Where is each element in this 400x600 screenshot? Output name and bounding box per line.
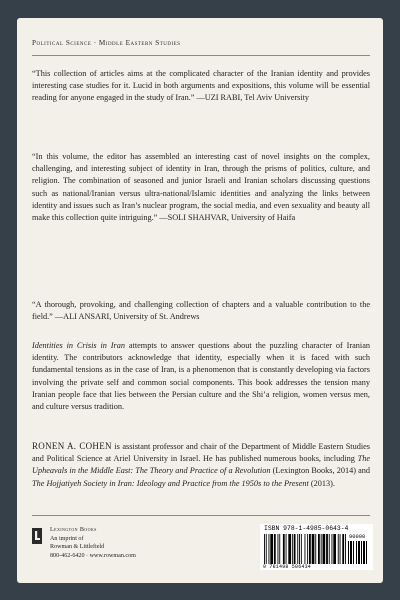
bottom-divider	[32, 515, 370, 516]
publisher-line: An imprint of	[50, 535, 84, 542]
quote-attribution: —ALI ANSARI, University of St. Andrews	[54, 312, 200, 322]
description-text: attempts to answer questions about the puzzling character of Iranian identity. The contributors acknowledge that identity, especially when it is faced with such fundamental tensions as in the case of Iran, is a phenomenon that is constantly developing via factors involving the private self and common social components. This book addresses the tension many Iranian people face that lies between the Persian culture and the Shi’a religion, women versus men, and culture versus tradition.	[32, 341, 370, 412]
publisher-contact: 800-462-6420 · www.rowman.com	[50, 552, 136, 559]
subject-category: Political Science · Middle Eastern Studies	[32, 39, 181, 47]
endorsement-quote-1	[32, 68, 370, 105]
cover-panel	[17, 18, 383, 583]
bio-book-title-2: The Hojjatiyeh Society in Iran: Ideology and Practice from the 1950s to the Present	[32, 478, 309, 488]
price-code: 90000	[349, 534, 366, 540]
endorsement-quote-2	[32, 151, 370, 224]
author-name: RONEN A. COHEN	[32, 441, 112, 451]
bio-text: (Lexington Books, 2014) and	[270, 466, 370, 476]
publisher-name: Lexington Books	[50, 527, 97, 533]
bio-text: is assistant professor and chair of the Department of Middle Eastern Studies and Political Science at Ariel University in Israel. He has published numerous books, including	[32, 442, 370, 464]
quote-text: “A thorough, provoking, and challenging collection of chapters and a valuable contribution to the field.”	[32, 300, 370, 322]
barcode-digits: 9 781498 506434	[263, 564, 312, 570]
isbn-barcode	[260, 524, 373, 570]
price-barcode-icon	[348, 541, 368, 564]
quote-text: “In this volume, the editor has assembled an interesting cast of novel insights on the complex, challenging, and interesting subject of identity in Iran, through the prisms of politics, culture, and religion. The combination of seasoned and junior Israeli and Iranian scholars discussing questions such as national/Iranian versus ultra-national/Islamic identities and analyzing the links between identity and issues such as Iran’s nuclear program, the social media, and even sexuality and beauty all make this collection quite intriguing.”	[32, 152, 370, 223]
publisher-imprint	[32, 526, 192, 576]
publisher-text	[50, 526, 136, 560]
endorsement-quote-3	[32, 299, 370, 323]
lexington-books-logo-icon	[32, 528, 42, 544]
quote-text: “This collection of articles aims at the complicated character of the Iranian identity and provides interesting case studies for it. Lucid in both arguments and expositions, this volume will be essential reading for anyone engaged in the study of Iran.”	[32, 69, 370, 103]
bio-book-title-1: The Upheavals in the Middle East: The Theory and Practice of a Revolution	[32, 454, 370, 476]
quote-attribution: —UZI RABI, Tel Aviv University	[196, 93, 310, 103]
top-divider	[32, 55, 370, 56]
ean-barcode-icon	[264, 534, 346, 564]
bio-text: (2013).	[308, 478, 335, 488]
quote-attribution: —SOLI SHAHVAR, University of Haifa	[159, 213, 296, 223]
isbn-number: ISBN 978-1-4985-0643-4	[264, 525, 349, 532]
author-bio	[32, 440, 370, 490]
book-title: Identities in Crisis in Iran	[32, 341, 125, 350]
book-description	[32, 340, 370, 413]
publisher-line: Rowman & Littlefield	[50, 544, 105, 551]
